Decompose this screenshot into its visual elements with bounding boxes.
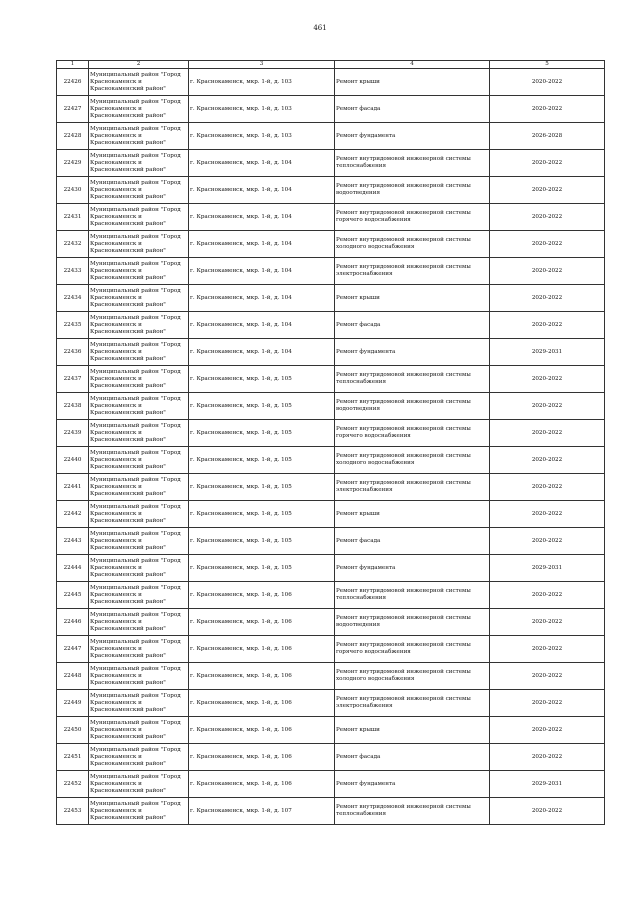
municipality-cell: Муниципальный район "Город Краснокаменск и Краснокаменский район" xyxy=(89,204,189,231)
period-cell: 2020-2022 xyxy=(490,420,605,447)
address-cell: г. Краснокаменск, мкр. 1-й, д. 106 xyxy=(189,717,335,744)
table-row xyxy=(57,177,605,204)
municipality-cell: Муниципальный район "Город Краснокаменск и Краснокаменский район" xyxy=(89,339,189,366)
period-cell: 2020-2022 xyxy=(490,258,605,285)
table-row xyxy=(57,204,605,231)
work-type-cell: Ремонт внутридомовой инженерной системы холодного водоснабжения xyxy=(335,663,490,690)
address-cell: г. Краснокаменск, мкр. 1-й, д. 104 xyxy=(189,177,335,204)
table-row xyxy=(57,312,605,339)
period-cell: 2020-2022 xyxy=(490,366,605,393)
table-row xyxy=(57,555,605,582)
work-type-cell: Ремонт внутридомовой инженерной системы водоотведения xyxy=(335,393,490,420)
work-type-cell: Ремонт внутридомовой инженерной системы электроснабжения xyxy=(335,258,490,285)
table-row xyxy=(57,393,605,420)
table-row xyxy=(57,744,605,771)
work-type-cell: Ремонт фундамента xyxy=(335,555,490,582)
work-type-cell: Ремонт внутридомовой инженерной системы теплоснабжения xyxy=(335,366,490,393)
period-cell: 2020-2022 xyxy=(490,609,605,636)
row-number: 22436 xyxy=(57,339,89,366)
row-number: 22429 xyxy=(57,150,89,177)
municipality-cell: Муниципальный район "Город Краснокаменск и Краснокаменский район" xyxy=(89,258,189,285)
work-type-cell: Ремонт внутридомовой инженерной системы горячего водоснабжения xyxy=(335,636,490,663)
row-number: 22431 xyxy=(57,204,89,231)
period-cell: 2020-2022 xyxy=(490,96,605,123)
period-cell: 2029-2031 xyxy=(490,339,605,366)
address-cell: г. Краснокаменск, мкр. 1-й, д. 104 xyxy=(189,339,335,366)
row-number: 22430 xyxy=(57,177,89,204)
address-cell: г. Краснокаменск, мкр. 1-й, д. 104 xyxy=(189,258,335,285)
work-type-cell: Ремонт внутридомовой инженерной системы электроснабжения xyxy=(335,690,490,717)
address-cell: г. Краснокаменск, мкр. 1-й, д. 105 xyxy=(189,447,335,474)
period-cell: 2020-2022 xyxy=(490,798,605,825)
work-type-cell: Ремонт внутридомовой инженерной системы водоотведения xyxy=(335,177,490,204)
address-cell: г. Краснокаменск, мкр. 1-й, д. 103 xyxy=(189,69,335,96)
row-number: 22447 xyxy=(57,636,89,663)
table-row xyxy=(57,231,605,258)
table-body xyxy=(57,69,605,825)
municipality-cell: Муниципальный район "Город Краснокаменск и Краснокаменский район" xyxy=(89,312,189,339)
municipality-cell: Муниципальный район "Город Краснокаменск и Краснокаменский район" xyxy=(89,663,189,690)
table-row xyxy=(57,636,605,663)
municipality-cell: Муниципальный район "Город Краснокаменск и Краснокаменский район" xyxy=(89,771,189,798)
work-type-cell: Ремонт внутридомовой инженерной системы горячего водоснабжения xyxy=(335,420,490,447)
address-cell: г. Краснокаменск, мкр. 1-й, д. 106 xyxy=(189,744,335,771)
row-number: 22445 xyxy=(57,582,89,609)
row-number: 22439 xyxy=(57,420,89,447)
municipality-cell: Муниципальный район "Город Краснокаменск и Краснокаменский район" xyxy=(89,123,189,150)
work-type-cell: Ремонт внутридомовой инженерной системы холодного водоснабжения xyxy=(335,447,490,474)
header-cell: 3 xyxy=(189,61,335,69)
row-number: 22437 xyxy=(57,366,89,393)
municipality-cell: Муниципальный район "Город Краснокаменск и Краснокаменский район" xyxy=(89,555,189,582)
period-cell: 2020-2022 xyxy=(490,744,605,771)
work-type-cell: Ремонт фасада xyxy=(335,96,490,123)
capital-repair-table xyxy=(56,60,605,825)
address-cell: г. Краснокаменск, мкр. 1-й, д. 105 xyxy=(189,366,335,393)
work-type-cell: Ремонт внутридомовой инженерной системы водоотведения xyxy=(335,609,490,636)
work-type-cell: Ремонт внутридомовой инженерной системы теплоснабжения xyxy=(335,150,490,177)
address-cell: г. Краснокаменск, мкр. 1-й, д. 106 xyxy=(189,771,335,798)
municipality-cell: Муниципальный район "Город Краснокаменск и Краснокаменский район" xyxy=(89,69,189,96)
address-cell: г. Краснокаменск, мкр. 1-й, д. 105 xyxy=(189,528,335,555)
period-cell: 2029-2031 xyxy=(490,771,605,798)
period-cell: 2020-2022 xyxy=(490,690,605,717)
row-number: 22432 xyxy=(57,231,89,258)
municipality-cell: Муниципальный район "Город Краснокаменск и Краснокаменский район" xyxy=(89,366,189,393)
row-number: 22435 xyxy=(57,312,89,339)
table-row xyxy=(57,798,605,825)
municipality-cell: Муниципальный район "Город Краснокаменск и Краснокаменский район" xyxy=(89,636,189,663)
table-header-row xyxy=(57,61,605,69)
work-type-cell: Ремонт фасада xyxy=(335,312,490,339)
row-number: 22426 xyxy=(57,69,89,96)
address-cell: г. Краснокаменск, мкр. 1-й, д. 106 xyxy=(189,663,335,690)
address-cell: г. Краснокаменск, мкр. 1-й, д. 103 xyxy=(189,123,335,150)
municipality-cell: Муниципальный район "Город Краснокаменск и Краснокаменский район" xyxy=(89,447,189,474)
table-row xyxy=(57,285,605,312)
period-cell: 2020-2022 xyxy=(490,69,605,96)
work-type-cell: Ремонт внутридомовой инженерной системы теплоснабжения xyxy=(335,798,490,825)
municipality-cell: Муниципальный район "Город Краснокаменск и Краснокаменский район" xyxy=(89,690,189,717)
row-number: 22448 xyxy=(57,663,89,690)
address-cell: г. Краснокаменск, мкр. 1-й, д. 105 xyxy=(189,393,335,420)
work-type-cell: Ремонт фундамента xyxy=(335,771,490,798)
table-row xyxy=(57,663,605,690)
work-type-cell: Ремонт крыши xyxy=(335,69,490,96)
table-row xyxy=(57,150,605,177)
page-number: 461 xyxy=(313,24,327,32)
header-cell: 4 xyxy=(335,61,490,69)
row-number: 22442 xyxy=(57,501,89,528)
table-row xyxy=(57,366,605,393)
work-type-cell: Ремонт внутридомовой инженерной системы холодного водоснабжения xyxy=(335,231,490,258)
address-cell: г. Краснокаменск, мкр. 1-й, д. 104 xyxy=(189,312,335,339)
period-cell: 2020-2022 xyxy=(490,663,605,690)
address-cell: г. Краснокаменск, мкр. 1-й, д. 104 xyxy=(189,204,335,231)
address-cell: г. Краснокаменск, мкр. 1-й, д. 104 xyxy=(189,231,335,258)
work-type-cell: Ремонт крыши xyxy=(335,717,490,744)
municipality-cell: Муниципальный район "Город Краснокаменск и Краснокаменский район" xyxy=(89,717,189,744)
address-cell: г. Краснокаменск, мкр. 1-й, д. 106 xyxy=(189,636,335,663)
header-cell: 2 xyxy=(89,61,189,69)
work-type-cell: Ремонт внутридомовой инженерной системы горячего водоснабжения xyxy=(335,204,490,231)
municipality-cell: Муниципальный район "Город Краснокаменск и Краснокаменский район" xyxy=(89,420,189,447)
table-row xyxy=(57,501,605,528)
period-cell: 2020-2022 xyxy=(490,150,605,177)
work-type-cell: Ремонт крыши xyxy=(335,285,490,312)
municipality-cell: Муниципальный район "Город Краснокаменск и Краснокаменский район" xyxy=(89,393,189,420)
address-cell: г. Краснокаменск, мкр. 1-й, д. 106 xyxy=(189,609,335,636)
row-number: 22452 xyxy=(57,771,89,798)
municipality-cell: Муниципальный район "Город Краснокаменск и Краснокаменский район" xyxy=(89,609,189,636)
period-cell: 2020-2022 xyxy=(490,474,605,501)
row-number: 22438 xyxy=(57,393,89,420)
period-cell: 2020-2022 xyxy=(490,582,605,609)
municipality-cell: Муниципальный район "Город Краснокаменск и Краснокаменский район" xyxy=(89,798,189,825)
address-cell: г. Краснокаменск, мкр. 1-й, д. 106 xyxy=(189,690,335,717)
address-cell: г. Краснокаменск, мкр. 1-й, д. 105 xyxy=(189,420,335,447)
period-cell: 2020-2022 xyxy=(490,312,605,339)
municipality-cell: Муниципальный район "Город Краснокаменск и Краснокаменский район" xyxy=(89,231,189,258)
table-row xyxy=(57,690,605,717)
table-row xyxy=(57,609,605,636)
row-number: 22446 xyxy=(57,609,89,636)
row-number: 22451 xyxy=(57,744,89,771)
table-row xyxy=(57,582,605,609)
municipality-cell: Муниципальный район "Город Краснокаменск и Краснокаменский район" xyxy=(89,150,189,177)
period-cell: 2020-2022 xyxy=(490,447,605,474)
period-cell: 2020-2022 xyxy=(490,177,605,204)
address-cell: г. Краснокаменск, мкр. 1-й, д. 107 xyxy=(189,798,335,825)
municipality-cell: Муниципальный район "Город Краснокаменск и Краснокаменский район" xyxy=(89,501,189,528)
work-type-cell: Ремонт внутридомовой инженерной системы электроснабжения xyxy=(335,474,490,501)
address-cell: г. Краснокаменск, мкр. 1-й, д. 103 xyxy=(189,96,335,123)
period-cell: 2020-2022 xyxy=(490,231,605,258)
period-cell: 2020-2022 xyxy=(490,204,605,231)
row-number: 22434 xyxy=(57,285,89,312)
address-cell: г. Краснокаменск, мкр. 1-й, д. 106 xyxy=(189,582,335,609)
row-number: 22449 xyxy=(57,690,89,717)
period-cell: 2020-2022 xyxy=(490,528,605,555)
table-row xyxy=(57,69,605,96)
work-type-cell: Ремонт внутридомовой инженерной системы теплоснабжения xyxy=(335,582,490,609)
row-number: 22444 xyxy=(57,555,89,582)
table-row xyxy=(57,717,605,744)
header-cell: 1 xyxy=(57,61,89,69)
municipality-cell: Муниципальный район "Город Краснокаменск и Краснокаменский район" xyxy=(89,285,189,312)
table-row xyxy=(57,258,605,285)
address-cell: г. Краснокаменск, мкр. 1-й, д. 104 xyxy=(189,285,335,312)
row-number: 22427 xyxy=(57,96,89,123)
municipality-cell: Муниципальный район "Город Краснокаменск и Краснокаменский район" xyxy=(89,474,189,501)
work-type-cell: Ремонт фундамента xyxy=(335,123,490,150)
period-cell: 2026-2028 xyxy=(490,123,605,150)
address-cell: г. Краснокаменск, мкр. 1-й, д. 105 xyxy=(189,474,335,501)
row-number: 22453 xyxy=(57,798,89,825)
address-cell: г. Краснокаменск, мкр. 1-й, д. 105 xyxy=(189,501,335,528)
period-cell: 2029-2031 xyxy=(490,555,605,582)
municipality-cell: Муниципальный район "Город Краснокаменск и Краснокаменский район" xyxy=(89,528,189,555)
table-row xyxy=(57,528,605,555)
table-row xyxy=(57,447,605,474)
header-cell: 5 xyxy=(490,61,605,69)
row-number: 22450 xyxy=(57,717,89,744)
work-type-cell: Ремонт фасада xyxy=(335,744,490,771)
address-cell: г. Краснокаменск, мкр. 1-й, д. 105 xyxy=(189,555,335,582)
municipality-cell: Муниципальный район "Город Краснокаменск и Краснокаменский район" xyxy=(89,582,189,609)
table-row xyxy=(57,96,605,123)
address-cell: г. Краснокаменск, мкр. 1-й, д. 104 xyxy=(189,150,335,177)
table-row xyxy=(57,123,605,150)
municipality-cell: Муниципальный район "Город Краснокаменск и Краснокаменский район" xyxy=(89,96,189,123)
period-cell: 2020-2022 xyxy=(490,285,605,312)
row-number: 22440 xyxy=(57,447,89,474)
row-number: 22443 xyxy=(57,528,89,555)
row-number: 22441 xyxy=(57,474,89,501)
work-type-cell: Ремонт фасада xyxy=(335,528,490,555)
period-cell: 2020-2022 xyxy=(490,717,605,744)
row-number: 22428 xyxy=(57,123,89,150)
row-number: 22433 xyxy=(57,258,89,285)
period-cell: 2020-2022 xyxy=(490,393,605,420)
table-row xyxy=(57,771,605,798)
period-cell: 2020-2022 xyxy=(490,501,605,528)
municipality-cell: Муниципальный район "Город Краснокаменск и Краснокаменский район" xyxy=(89,744,189,771)
table-row xyxy=(57,474,605,501)
table-row xyxy=(57,420,605,447)
table-row xyxy=(57,339,605,366)
work-type-cell: Ремонт крыши xyxy=(335,501,490,528)
work-type-cell: Ремонт фундамента xyxy=(335,339,490,366)
municipality-cell: Муниципальный район "Город Краснокаменск и Краснокаменский район" xyxy=(89,177,189,204)
period-cell: 2020-2022 xyxy=(490,636,605,663)
